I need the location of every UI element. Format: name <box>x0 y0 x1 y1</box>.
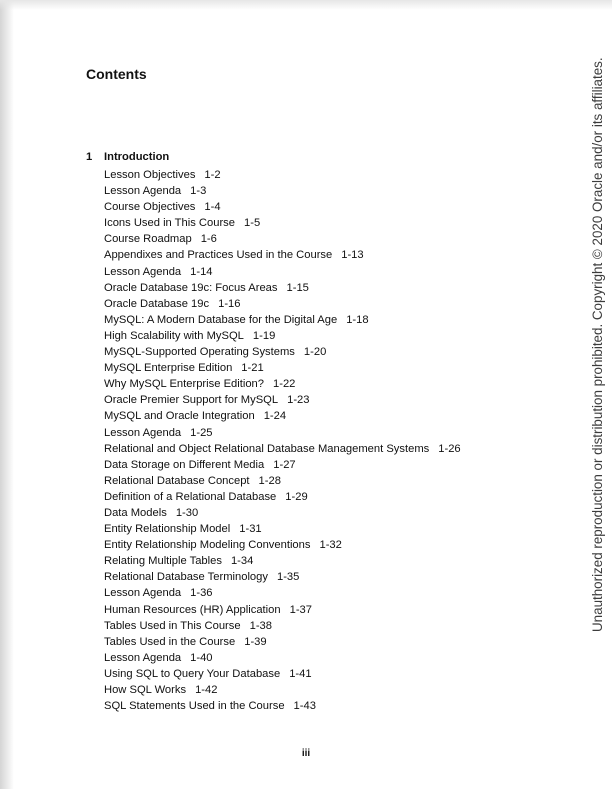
toc-entry-page: 1-32 <box>319 539 342 552</box>
toc-entry-page: 1-41 <box>289 667 312 680</box>
toc-entry[interactable] <box>104 215 461 231</box>
toc-entry-title: Lesson Agenda <box>104 265 182 278</box>
toc-entry[interactable] <box>104 360 461 376</box>
toc-entry-page: 1-42 <box>195 684 218 696</box>
toc-entry[interactable] <box>104 553 461 569</box>
toc-list <box>104 167 461 714</box>
toc-entry-title: SQL Statements Used in the Course <box>104 700 285 713</box>
toc-entry-title: Appendixes and Practices Used in the Course <box>104 249 333 262</box>
toc-entry-title: MySQL Enterprise Edition <box>104 362 233 375</box>
toc-entry-title: Tables Used in This Course <box>104 619 241 632</box>
toc-entry-page: 1-19 <box>252 329 276 342</box>
toc-entry-page: 1-24 <box>263 410 287 423</box>
toc-entry[interactable] <box>104 183 461 199</box>
toc-entry-title: Relational Database Concept <box>104 474 250 487</box>
toc-entry-page: 1-16 <box>218 297 241 310</box>
toc-entry-title: Lesson Agenda <box>104 185 182 198</box>
toc-entry-page: 1-34 <box>230 555 254 568</box>
toc-entry-page: 1-21 <box>241 362 264 375</box>
page-top-shadow <box>0 0 612 10</box>
toc-entry-title: High Scalability with MySQL <box>104 329 244 342</box>
toc-entry[interactable] <box>104 698 461 714</box>
toc-entry-page: 1-36 <box>190 587 213 600</box>
toc-entry[interactable] <box>104 569 461 585</box>
toc-entry[interactable] <box>104 473 461 489</box>
toc-entry-page: 1-35 <box>276 571 300 584</box>
toc-entry-page: 1-27 <box>273 458 296 471</box>
toc-entry-title: MySQL-Supported Operating Systems <box>104 346 295 359</box>
toc-entry-page: 1-15 <box>286 281 309 294</box>
toc-entry[interactable] <box>104 537 461 553</box>
toc-entry-title: Course Objectives <box>104 201 196 214</box>
toc-entry[interactable] <box>104 167 461 183</box>
toc-entry-title: Relational Database Terminology <box>104 571 268 584</box>
toc-entry-page: 1-3 <box>190 185 207 198</box>
toc-entry-title: MySQL: A Modern Database for the Digital Age <box>104 313 338 326</box>
toc-entry-title: Oracle Premier Support for MySQL <box>104 394 279 407</box>
page-left-shadow <box>0 0 14 789</box>
toc-entry-page: 1-5 <box>244 217 261 230</box>
toc-entry-page: 1-31 <box>239 523 262 536</box>
toc-entry-title: Tables Used in the Course <box>104 635 236 648</box>
toc-entry[interactable] <box>104 296 461 312</box>
toc-entry[interactable] <box>104 489 461 505</box>
toc-entry-page: 1-2 <box>204 169 221 181</box>
toc-entry-page: 1-14 <box>190 265 213 278</box>
toc-entry[interactable] <box>104 585 461 601</box>
toc-entry-page: 1-23 <box>287 394 310 407</box>
toc-entry[interactable] <box>104 602 461 618</box>
chapter-title: Introduction <box>104 151 170 163</box>
toc-entry-page: 1-20 <box>303 346 327 359</box>
contents-heading: Contents <box>86 66 147 82</box>
toc-entry[interactable] <box>104 247 461 263</box>
toc-entry[interactable] <box>104 425 461 441</box>
toc-entry[interactable] <box>104 650 461 666</box>
toc-entry-page: 1-25 <box>190 426 213 439</box>
toc-entry[interactable] <box>104 312 461 328</box>
toc-entry[interactable] <box>104 505 461 521</box>
toc-entry[interactable] <box>104 457 461 473</box>
toc-entry-page: 1-39 <box>244 635 267 648</box>
toc-entry-title: Relational and Object Relational Database Management Systems <box>104 442 430 455</box>
toc-entry-page: 1-26 <box>438 442 461 455</box>
toc-entry-page: 1-28 <box>258 474 281 487</box>
toc-entry-page: 1-43 <box>293 700 316 713</box>
toc-entry[interactable] <box>104 618 461 634</box>
toc-entry-page: 1-30 <box>175 506 199 519</box>
page-number: iii <box>301 748 311 759</box>
toc-entry-title: Using SQL to Query Your Database <box>104 667 281 680</box>
toc-entry-title: Lesson Agenda <box>104 587 182 600</box>
toc-entry-page: 1-13 <box>341 249 364 262</box>
toc-entry[interactable] <box>104 280 461 296</box>
toc-entry-title: Relating Multiple Tables <box>104 555 222 568</box>
toc-entry-title: Data Storage on Different Media <box>104 458 265 471</box>
toc-entry-page: 1-18 <box>346 313 369 326</box>
toc-entry[interactable] <box>104 199 461 215</box>
toc-entry-title: Oracle Database 19c: Focus Areas <box>104 281 278 294</box>
toc-entry-page: 1-37 <box>289 603 312 616</box>
toc-entry[interactable] <box>104 344 461 360</box>
toc-entry-page: 1-6 <box>200 233 217 246</box>
chapter-number: 1 <box>86 151 93 163</box>
toc-entry[interactable] <box>104 441 461 457</box>
toc-entry-title: How SQL Works <box>104 684 187 696</box>
toc-entry[interactable] <box>104 392 461 408</box>
toc-entry-title: Entity Relationship Model <box>104 523 231 536</box>
toc-entry-title: Human Resources (HR) Application <box>104 603 281 616</box>
toc-entry[interactable] <box>104 328 461 344</box>
toc-entry-title: Definition of a Relational Database <box>104 490 277 503</box>
toc-entry[interactable] <box>104 264 461 280</box>
toc-entry-title: Lesson Agenda <box>104 651 182 664</box>
toc-entry[interactable] <box>104 408 461 424</box>
toc-entry-title: Icons Used in This Course <box>104 217 235 230</box>
toc-entry-title: Lesson Objectives <box>104 169 196 181</box>
toc-entry-title: Why MySQL Enterprise Edition? <box>104 378 265 391</box>
toc-entry-title: Data Models <box>104 506 167 519</box>
toc-entry-title: MySQL and Oracle Integration <box>104 410 255 423</box>
toc-entry-page: 1-40 <box>190 651 213 664</box>
toc-entry-page: 1-4 <box>204 201 221 214</box>
toc-entry-title: Entity Relationship Modeling Conventions <box>104 539 311 552</box>
toc-entry-title: Oracle Database 19c <box>104 297 210 310</box>
toc-entry-page: 1-22 <box>273 378 296 391</box>
toc-entry-title: Course Roadmap <box>104 233 192 246</box>
toc-entry[interactable] <box>104 666 461 682</box>
toc-entry-page: 1-38 <box>249 619 272 632</box>
toc-entry[interactable] <box>104 634 461 650</box>
toc-entry[interactable] <box>104 521 461 537</box>
toc-entry[interactable] <box>104 231 461 247</box>
chapter-heading <box>86 151 169 163</box>
copyright-notice: Unauthorized reproduction or distribution prohibited. Copyright © 2020 Oracle and/or its affiliates. <box>590 57 605 632</box>
toc-entry[interactable] <box>104 376 461 392</box>
toc-entry-page: 1-29 <box>285 490 308 503</box>
toc-entry-title: Lesson Agenda <box>104 426 182 439</box>
toc-entry[interactable] <box>104 682 461 698</box>
